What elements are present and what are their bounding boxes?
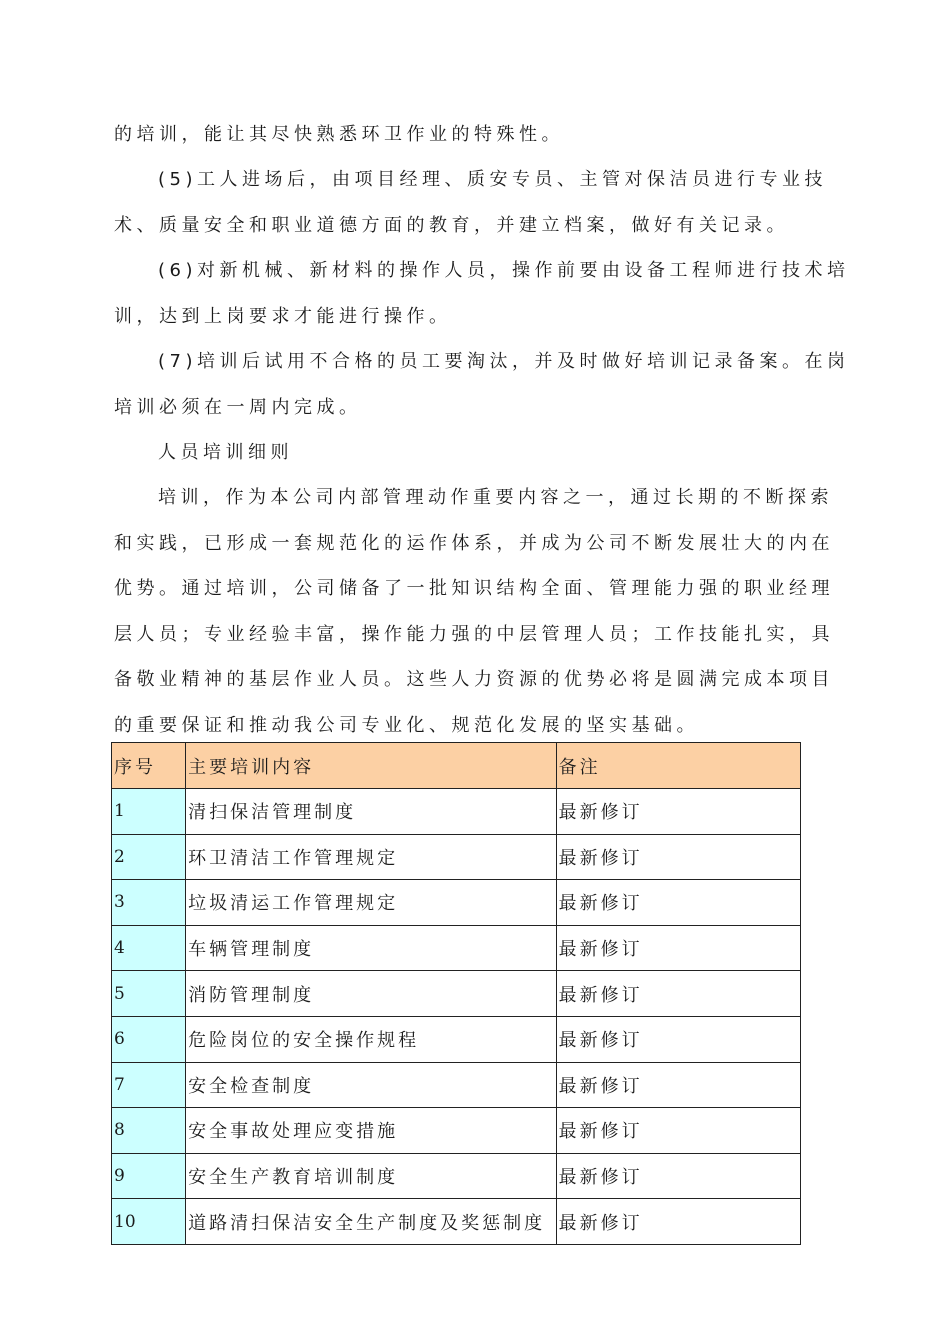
training-content-table <box>111 742 801 1245</box>
table-header-cell: 序号 <box>112 743 186 789</box>
section-heading: 人员培训细则 <box>158 442 293 463</box>
table-row <box>112 971 801 1017</box>
row-index-cell: 4 <box>112 925 186 971</box>
remark-cell: 最新修订 <box>556 971 800 1017</box>
remark-cell: 最新修订 <box>556 834 800 880</box>
training-content-cell: 车辆管理制度 <box>186 925 557 971</box>
training-content-cell: 垃圾清运工作管理规定 <box>186 880 557 926</box>
row-index-cell: 7 <box>112 1062 186 1108</box>
table-row <box>112 834 801 880</box>
training-content-cell: 道路清扫保洁安全生产制度及奖惩制度 <box>186 1199 557 1245</box>
table-header-cell: 备注 <box>556 743 800 789</box>
paragraph-item-7: (7)培训后试用不合格的员工要淘汰，并及时做好培训记录备案。在岗培训必须在一周内完成。 <box>114 351 850 418</box>
paragraph-item-6: (6)对新机械、新材料的操作人员，操作前要由设备工程师进行技术培训，达到上岗要求才能进行操作。 <box>114 260 850 327</box>
remark-cell: 最新修订 <box>556 1153 800 1199</box>
table-row <box>112 789 801 835</box>
row-index-cell: 6 <box>112 1016 186 1062</box>
remark-cell: 最新修订 <box>556 880 800 926</box>
row-index-cell: 3 <box>112 880 186 926</box>
row-index-cell: 2 <box>112 834 186 880</box>
table-header-cell: 主要培训内容 <box>186 743 557 789</box>
row-index-cell: 5 <box>112 971 186 1017</box>
training-content-cell: 安全事故处理应变措施 <box>186 1108 557 1154</box>
remark-cell: 最新修订 <box>556 925 800 971</box>
training-content-cell: 安全检查制度 <box>186 1062 557 1108</box>
training-content-cell: 消防管理制度 <box>186 971 557 1017</box>
row-index-cell: 9 <box>112 1153 186 1199</box>
row-index-cell: 10 <box>112 1199 186 1245</box>
remark-cell: 最新修订 <box>556 789 800 835</box>
training-content-cell: 危险岗位的安全操作规程 <box>186 1016 557 1062</box>
remark-cell: 最新修订 <box>556 1108 800 1154</box>
table-row <box>112 1062 801 1108</box>
paragraph-continuation: 的培训，能让其尽快熟悉环卫作业的特殊性。 <box>114 124 564 145</box>
row-index-cell: 8 <box>112 1108 186 1154</box>
table-row <box>112 925 801 971</box>
remark-cell: 最新修订 <box>556 1199 800 1245</box>
table-row <box>112 1199 801 1245</box>
table-row <box>112 1016 801 1062</box>
table-body <box>112 743 801 1245</box>
table-row <box>112 1153 801 1199</box>
table-row <box>112 880 801 926</box>
training-content-cell: 清扫保洁管理制度 <box>186 789 557 835</box>
training-content-cell: 安全生产教育培训制度 <box>186 1153 557 1199</box>
paragraph-training-intro: 培训，作为本公司内部管理动作重要内容之一，通过长期的不断探索和实践，已形成一套规范化的运作体系，并成为公司不断发展壮大的内在优势。通过培训，公司储备了一批知识结构全面、管理能力强的职业经理层人员；专业经验丰富，操作能力强的中层管理人员；工作技能扎实，具备敬业精神的基层作业人员。这些人力资源的优势必将是圆满完成本项目的重要保证和推动我公司专业化、规范化发展的坚实基础。 <box>114 487 834 736</box>
paragraph-item-5: (5)工人进场后，由项目经理、质安专员、主管对保洁员进行专业技术、质量安全和职业道德方面的教育，并建立档案，做好有关记录。 <box>114 169 827 236</box>
remark-cell: 最新修订 <box>556 1062 800 1108</box>
table-header-row <box>112 743 801 789</box>
remark-cell: 最新修订 <box>556 1016 800 1062</box>
table-row <box>112 1108 801 1154</box>
training-content-cell: 环卫清洁工作管理规定 <box>186 834 557 880</box>
row-index-cell: 1 <box>112 789 186 835</box>
